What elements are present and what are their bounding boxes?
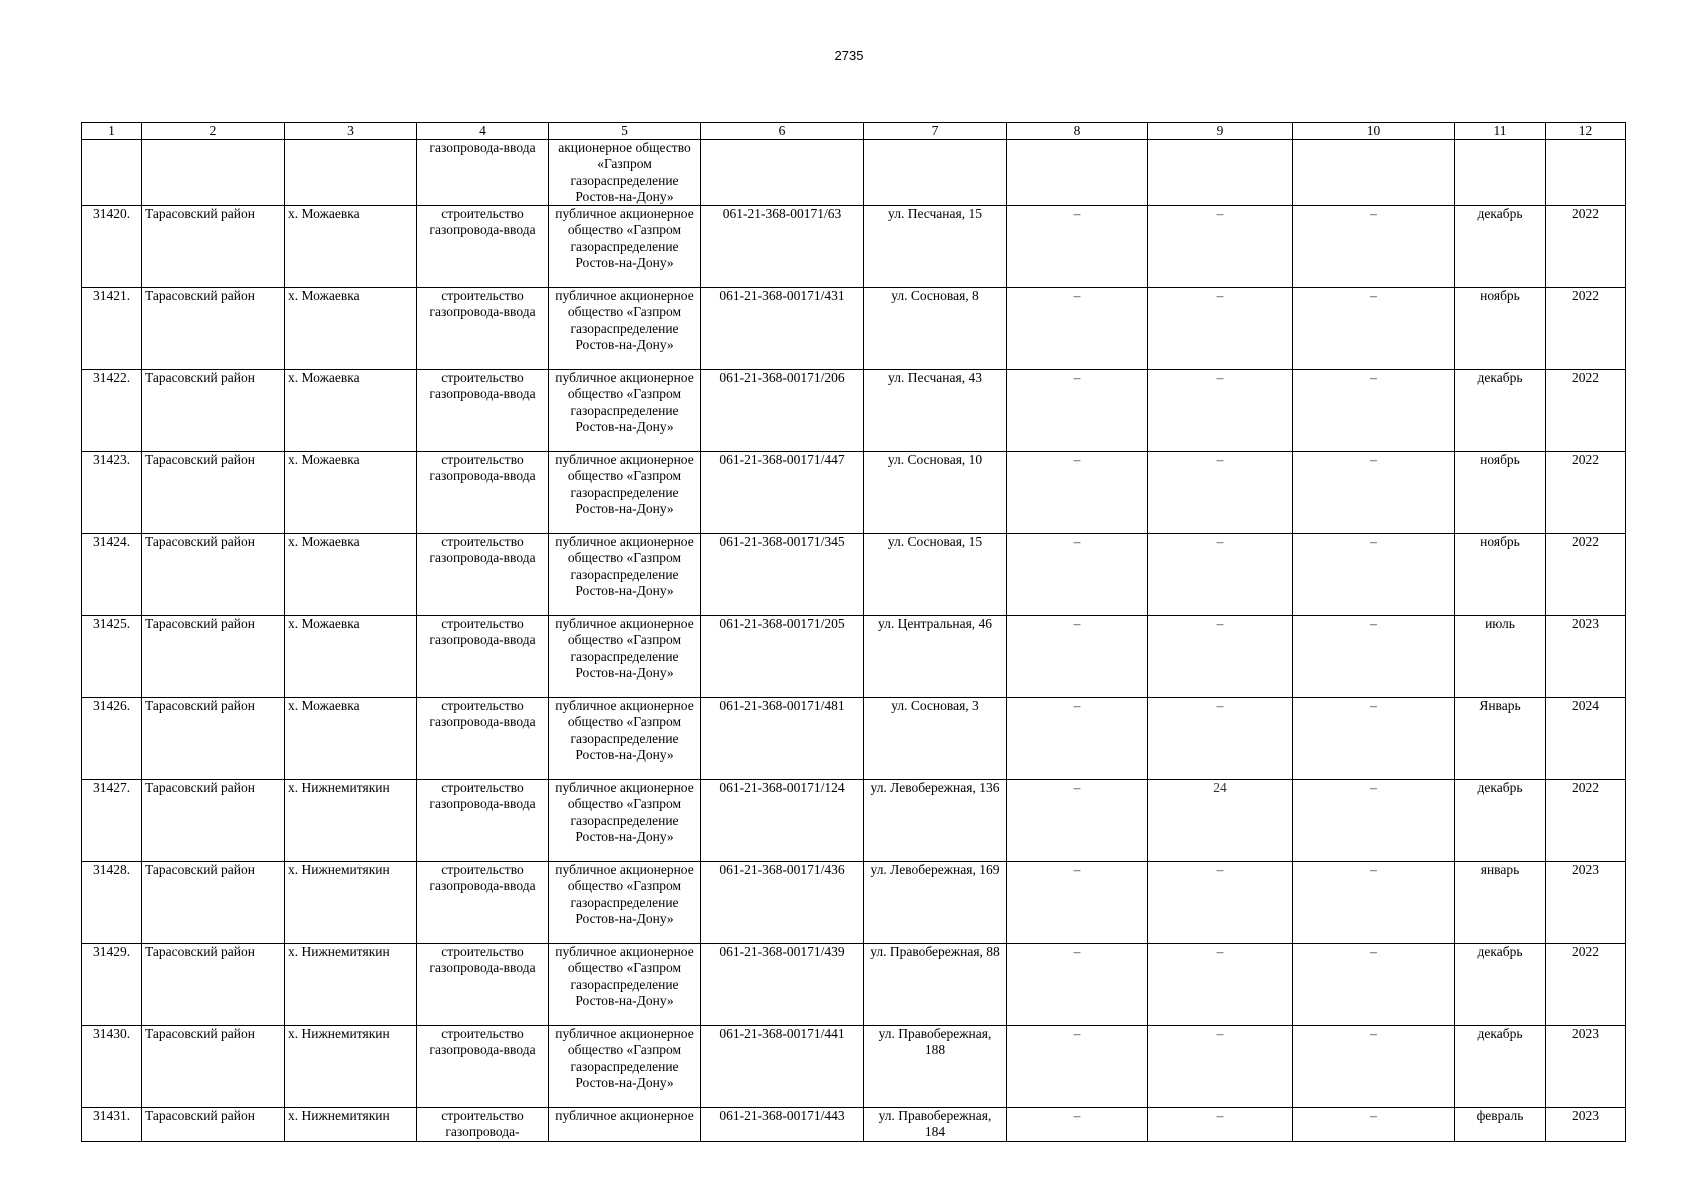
address-cell: ул. Песчаная, 15 <box>864 206 1007 288</box>
year-cell: 2023 <box>1546 1108 1626 1142</box>
address-cell: ул. Сосновая, 10 <box>864 452 1007 534</box>
col9-cell: – <box>1148 1108 1293 1142</box>
year-cell: 2022 <box>1546 452 1626 534</box>
year-cell: 2022 <box>1546 944 1626 1026</box>
col9-cell: – <box>1148 452 1293 534</box>
district-cell: Тарасовский район <box>142 698 285 780</box>
table-row <box>82 534 1626 616</box>
locality-cell: х. Можаевка <box>285 288 417 370</box>
month-cell: ноябрь <box>1455 452 1546 534</box>
row-number: 31420. <box>82 206 142 288</box>
address-cell: ул. Сосновая, 15 <box>864 534 1007 616</box>
owner-cell: публичное акционерное общество «Газпром газораспределение Ростов-на-Дону» <box>549 862 701 944</box>
row-number: 31431. <box>82 1108 142 1142</box>
owner-cell: публичное акционерное общество «Газпром газораспределение Ростов-на-Дону» <box>549 534 701 616</box>
register-rows <box>82 206 1626 1108</box>
row-number: 31424. <box>82 534 142 616</box>
row-number: 31423. <box>82 452 142 534</box>
locality-cell: х. Нижнемитякин <box>285 944 417 1026</box>
code-cell: 061-21-368-00171/205 <box>701 616 864 698</box>
col8-cell: – <box>1007 698 1148 780</box>
owner-cell: публичное акционерное общество «Газпром газораспределение Ростов-на-Дону» <box>549 616 701 698</box>
col9-cell: – <box>1148 370 1293 452</box>
col8-cell: – <box>1007 616 1148 698</box>
col9-cell: 24 <box>1148 780 1293 862</box>
row-number: 31427. <box>82 780 142 862</box>
col9-cell: – <box>1148 862 1293 944</box>
owner-cell: публичное акционерное общество «Газпром газораспределение Ростов-на-Дону» <box>549 206 701 288</box>
col8-cell: – <box>1007 534 1148 616</box>
col9-cell: – <box>1148 206 1293 288</box>
table-row <box>82 1026 1626 1108</box>
code-cell: 061-21-368-00171/206 <box>701 370 864 452</box>
row-number: 31429. <box>82 944 142 1026</box>
locality-cell: х. Можаевка <box>285 698 417 780</box>
column-header: 9 <box>1148 123 1293 140</box>
year-cell: 2023 <box>1546 1026 1626 1108</box>
col8-cell: – <box>1007 288 1148 370</box>
address-cell: ул. Правобережная, 184 <box>864 1108 1007 1142</box>
table-row <box>82 780 1626 862</box>
column-header: 2 <box>142 123 285 140</box>
address-cell: ул. Песчаная, 43 <box>864 370 1007 452</box>
owner-cell: публичное акционерное общество «Газпром газораспределение Ростов-на-Дону» <box>549 452 701 534</box>
register-table <box>81 122 1626 1142</box>
owner-cell: публичное акционерное общество «Газпром газораспределение Ростов-на-Дону» <box>549 780 701 862</box>
month-cell: декабрь <box>1455 1026 1546 1108</box>
owner-cell: публичное акционерное общество «Газпром газораспределение Ростов-на-Дону» <box>549 288 701 370</box>
col10-cell: – <box>1293 698 1455 780</box>
table-row <box>82 1108 1626 1142</box>
owner-cell: публичное акционерное общество «Газпром газораспределение Ростов-на-Дону» <box>549 1026 701 1108</box>
work-type-cell: строительство газопровода- <box>417 1108 549 1142</box>
column-header: 1 <box>82 123 142 140</box>
code-cell: 061-21-368-00171/481 <box>701 698 864 780</box>
column-header: 8 <box>1007 123 1148 140</box>
address-cell: ул. Правобережная, 88 <box>864 944 1007 1026</box>
row-number: 31425. <box>82 616 142 698</box>
month-cell: ноябрь <box>1455 288 1546 370</box>
col10-cell: – <box>1293 1026 1455 1108</box>
work-type-cell: строительство газопровода-ввода <box>417 1026 549 1108</box>
month-cell: июль <box>1455 616 1546 698</box>
column-header: 5 <box>549 123 701 140</box>
col9-cell: – <box>1148 288 1293 370</box>
col10-cell: – <box>1293 370 1455 452</box>
col10-cell: – <box>1293 452 1455 534</box>
work-type-cell: строительство газопровода-ввода <box>417 698 549 780</box>
table-row <box>82 698 1626 780</box>
district-cell: Тарасовский район <box>142 370 285 452</box>
col10-cell: – <box>1293 944 1455 1026</box>
year-cell: 2023 <box>1546 862 1626 944</box>
work-type-cell: строительство газопровода-ввода <box>417 452 549 534</box>
district-cell: Тарасовский район <box>142 944 285 1026</box>
work-type-cell: строительство газопровода-ввода <box>417 616 549 698</box>
col10-cell: – <box>1293 780 1455 862</box>
district-cell: Тарасовский район <box>142 288 285 370</box>
address-cell: ул. Сосновая, 8 <box>864 288 1007 370</box>
address-cell: ул. Левобережная, 169 <box>864 862 1007 944</box>
row-number: 31430. <box>82 1026 142 1108</box>
owner-cell: акционерное общество «Газпром газораспределение Ростов-на-Дону» <box>549 140 701 206</box>
year-cell: 2023 <box>1546 616 1626 698</box>
col8-cell: – <box>1007 1026 1148 1108</box>
table-row <box>82 452 1626 534</box>
owner-cell: публичное акционерное <box>549 1108 701 1142</box>
month-cell: ноябрь <box>1455 534 1546 616</box>
code-cell: 061-21-368-00171/345 <box>701 534 864 616</box>
code-cell: 061-21-368-00171/431 <box>701 288 864 370</box>
work-type-cell: строительство газопровода-ввода <box>417 944 549 1026</box>
code-cell: 061-21-368-00171/439 <box>701 944 864 1026</box>
row-number: 31426. <box>82 698 142 780</box>
col9-cell: – <box>1148 698 1293 780</box>
month-cell: февраль <box>1455 1108 1546 1142</box>
col8-cell: – <box>1007 370 1148 452</box>
work-type-cell: строительство газопровода-ввода <box>417 206 549 288</box>
locality-cell: х. Нижнемитякин <box>285 1108 417 1142</box>
work-type-cell: строительство газопровода-ввода <box>417 370 549 452</box>
code-cell: 061-21-368-00171/443 <box>701 1108 864 1142</box>
col10-cell: – <box>1293 534 1455 616</box>
continuation-row <box>82 140 1626 206</box>
month-cell: декабрь <box>1455 780 1546 862</box>
col8-cell: – <box>1007 452 1148 534</box>
page-number: 2735 <box>834 48 864 63</box>
year-cell: 2022 <box>1546 780 1626 862</box>
col10-cell: – <box>1293 862 1455 944</box>
column-header: 3 <box>285 123 417 140</box>
code-cell: 061-21-368-00171/441 <box>701 1026 864 1108</box>
column-header: 4 <box>417 123 549 140</box>
locality-cell: х. Можаевка <box>285 616 417 698</box>
column-header: 11 <box>1455 123 1546 140</box>
col9-cell: – <box>1148 616 1293 698</box>
col8-cell: – <box>1007 862 1148 944</box>
month-cell: декабрь <box>1455 206 1546 288</box>
col8-cell: – <box>1007 944 1148 1026</box>
district-cell: Тарасовский район <box>142 206 285 288</box>
owner-cell: публичное акционерное общество «Газпром газораспределение Ростов-на-Дону» <box>549 698 701 780</box>
col10-cell: – <box>1293 616 1455 698</box>
table-row <box>82 944 1626 1026</box>
month-cell: январь <box>1455 862 1546 944</box>
owner-cell: публичное акционерное общество «Газпром газораспределение Ростов-на-Дону» <box>549 370 701 452</box>
work-type-cell: строительство газопровода-ввода <box>417 534 549 616</box>
year-cell: 2022 <box>1546 288 1626 370</box>
col8-cell: – <box>1007 206 1148 288</box>
district-cell: Тарасовский район <box>142 780 285 862</box>
table-row <box>82 616 1626 698</box>
column-header: 12 <box>1546 123 1626 140</box>
district-cell: Тарасовский район <box>142 534 285 616</box>
work-type-cell: строительство газопровода-ввода <box>417 862 549 944</box>
locality-cell: х. Можаевка <box>285 370 417 452</box>
district-cell: Тарасовский район <box>142 452 285 534</box>
address-cell: ул. Сосновая, 3 <box>864 698 1007 780</box>
address-cell: ул. Правобережная, 188 <box>864 1026 1007 1108</box>
address-cell: ул. Левобережная, 136 <box>864 780 1007 862</box>
table-row <box>82 862 1626 944</box>
table-row <box>82 206 1626 288</box>
address-cell: ул. Центральная, 46 <box>864 616 1007 698</box>
column-header: 7 <box>864 123 1007 140</box>
col10-cell: – <box>1293 1108 1455 1142</box>
column-number-row <box>82 123 1626 140</box>
code-cell: 061-21-368-00171/436 <box>701 862 864 944</box>
column-header: 6 <box>701 123 864 140</box>
code-cell: 061-21-368-00171/447 <box>701 452 864 534</box>
work-type-cell: строительство газопровода-ввода <box>417 288 549 370</box>
work-type-cell: строительство газопровода-ввода <box>417 780 549 862</box>
district-cell: Тарасовский район <box>142 1026 285 1108</box>
row-number: 31421. <box>82 288 142 370</box>
work-type-cell: газопровода-ввода <box>417 140 549 206</box>
owner-cell: публичное акционерное общество «Газпром газораспределение Ростов-на-Дону» <box>549 944 701 1026</box>
year-cell: 2022 <box>1546 206 1626 288</box>
district-cell: Тарасовский район <box>142 1108 285 1142</box>
col9-cell: – <box>1148 534 1293 616</box>
code-cell: 061-21-368-00171/63 <box>701 206 864 288</box>
table-row <box>82 288 1626 370</box>
locality-cell: х. Можаевка <box>285 534 417 616</box>
year-cell: 2024 <box>1546 698 1626 780</box>
year-cell: 2022 <box>1546 370 1626 452</box>
col8-cell: – <box>1007 780 1148 862</box>
district-cell: Тарасовский район <box>142 862 285 944</box>
month-cell: декабрь <box>1455 944 1546 1026</box>
code-cell: 061-21-368-00171/124 <box>701 780 864 862</box>
col9-cell: – <box>1148 944 1293 1026</box>
table-row <box>82 370 1626 452</box>
month-cell: декабрь <box>1455 370 1546 452</box>
col8-cell: – <box>1007 1108 1148 1142</box>
year-cell: 2022 <box>1546 534 1626 616</box>
locality-cell: х. Нижнемитякин <box>285 1026 417 1108</box>
locality-cell: х. Можаевка <box>285 206 417 288</box>
locality-cell: х. Можаевка <box>285 452 417 534</box>
col10-cell: – <box>1293 206 1455 288</box>
locality-cell: х. Нижнемитякин <box>285 780 417 862</box>
col9-cell: – <box>1148 1026 1293 1108</box>
row-number: 31422. <box>82 370 142 452</box>
month-cell: Январь <box>1455 698 1546 780</box>
row-number: 31428. <box>82 862 142 944</box>
col10-cell: – <box>1293 288 1455 370</box>
column-header: 10 <box>1293 123 1455 140</box>
locality-cell: х. Нижнемитякин <box>285 862 417 944</box>
district-cell: Тарасовский район <box>142 616 285 698</box>
